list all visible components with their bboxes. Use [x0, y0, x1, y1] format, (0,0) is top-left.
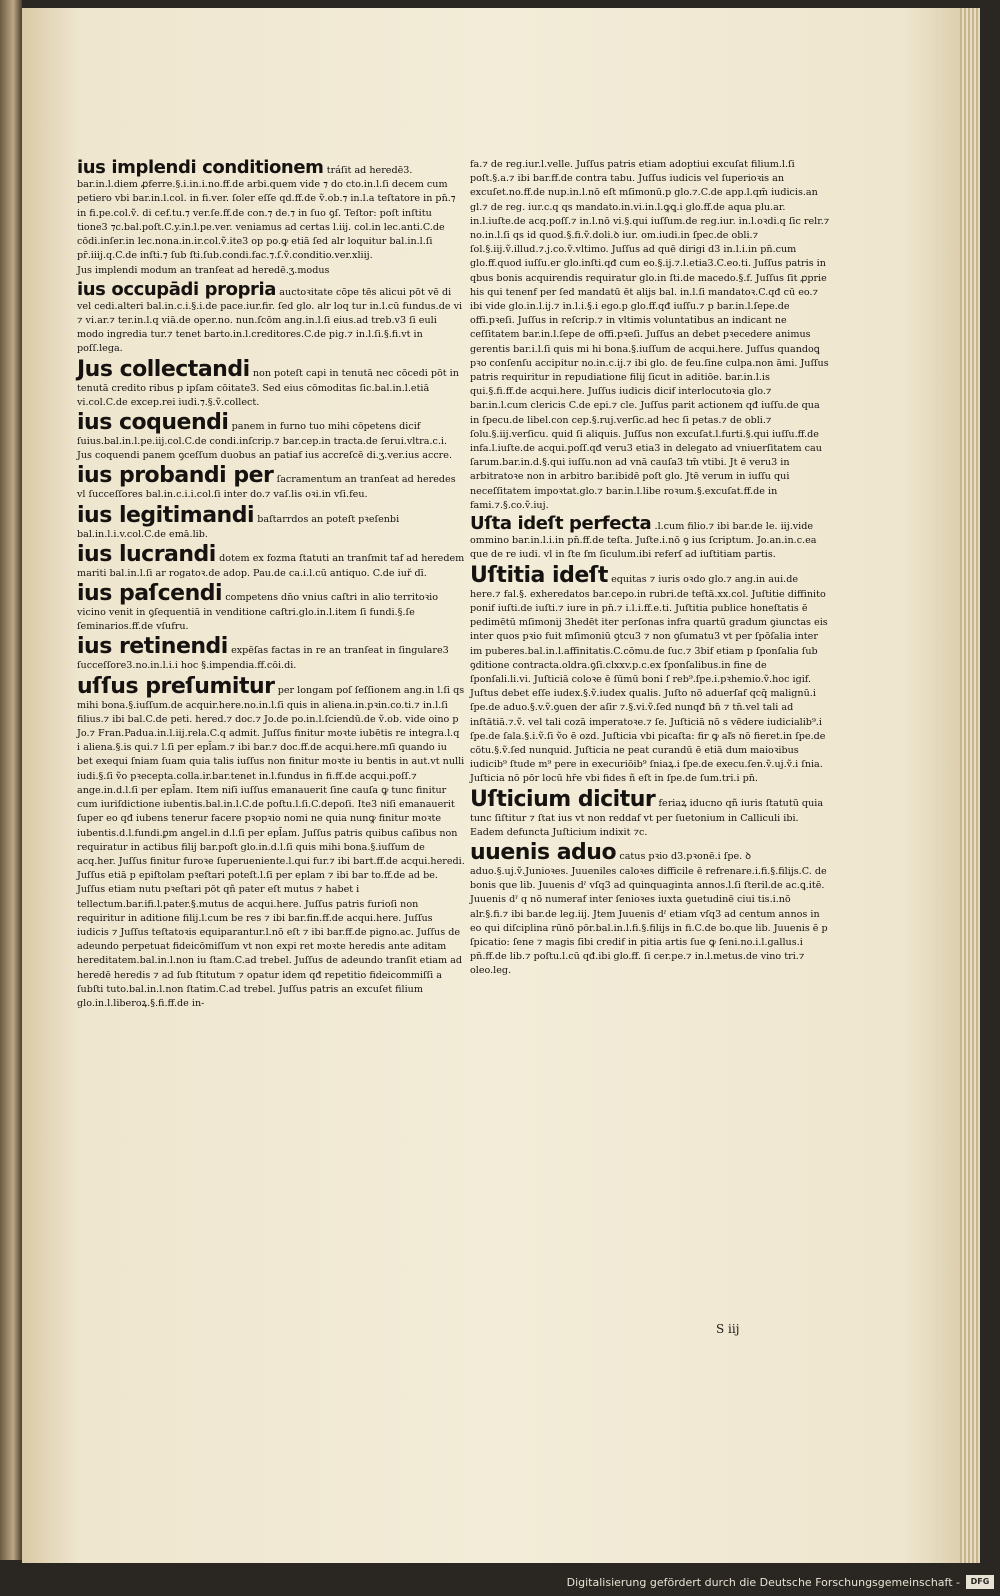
- lemma-entry: [470, 514, 830, 563]
- lemma-text: dotem ex fozma ſtatuti an tranſmit taf ad heredem mariti bal.in.l.ſi ar rogatoꝛ.de adop. Pau.de ca.i.l.cū antiquo. C.de iuř dī.: [77, 552, 465, 579]
- lemma-entry: [77, 264, 465, 278]
- lemma-entry: [470, 158, 830, 513]
- lemma-heading: uuenis aduo: [470, 839, 617, 865]
- left-column: [77, 158, 465, 1012]
- lemma-text: tráſit ad heredē3. bar.in.l.diem ꝓferre.§.i.in.i.no.ff.de arbi.quem vide ⁊ do cto.in.l.ſi decem cum petiero vbi bar.in.l.col. in fi.ver. ſoler eſſe qd.ff.de ṽ.ob.⁊ in.l.a teſtatore in pn̄.⁊ in fi.pe.col.ṽ. di cef.tu.⁊ ver.ſe.ff.de con.⁊ de.⁊ in ſuo ꝯſ. Teſtor: poſt inſtitu tione3 ⁊c.bal.poſt.C.y.in.l.pe.ver. veniamus ad certas l.iij. col.in lec.anti.C.de cōdi.inſer.in lec.nona.in.ir.col.ṽ.ite3 op po.ꝙ etiā ſed alr loquitur bal.in.l.ſi pr̄.iiij.q.C.de inſti.⁊ ſub ſti.ſub.condi.fac.⁊.ſ.ṽ.conditio.ver.xliij.: [77, 165, 456, 262]
- book-spine-edge: [0, 0, 22, 1560]
- lemma-entry: [470, 564, 830, 787]
- page-stack-edge: [960, 8, 980, 1563]
- lemma-entry: [77, 504, 465, 542]
- footer-bar: [0, 1572, 1000, 1596]
- lemma-text: Jus implendi modum an tranſeat ad heredē.ʒ.modus: [77, 265, 330, 277]
- lemma-text: ſacramentum an tranſeat ad heredes vl ſucceſſores bal.in.c.i.i.col.ſi inter do.⁊ vaſ.lis oꝛi.in vſi.feu.: [77, 474, 456, 501]
- lemma-entry: [77, 464, 465, 502]
- lemma-entry: [77, 675, 465, 1011]
- lemma-entry: [77, 582, 465, 634]
- lemma-entry: [470, 841, 830, 979]
- lemma-text: panem in furno tuo mihi cōpetens dicif ſuius.bal.in.l.pe.iij.col.C.de condi.inſcrip.⁊ bar.cep.in tracta.de ſerui.vltra.c.i. Jus coquendi panem ꝯceſſum duobus an patiaf ius accreſcē di.ʒ.ver.ius accre.: [77, 421, 452, 462]
- lemma-entry: [77, 411, 465, 463]
- lemma-heading: ius implendi conditionem: [77, 157, 324, 178]
- lemma-entry: [77, 543, 465, 581]
- lemma-text: catus pꝛio d3.pꝛonē.i ſpe. ꝺ aduo.§.uj.ṽ.Junioꝛes. Juueniles caloꝛes difficile ē refrenare.i.fi.§.filijs.C. de bonis que lib. Juuenis dˀ vſq3 ad quinquaginta annos.l.ſi ſteril.de ac.ꝗ.itē. Juuenis dˀ q nō numeraf inter ſenioꝛes iuxta ꝯuetudinē ciui tis.i.nō alr.§.fi.⁊ ibi bar.de leg.iij. Jtem Juuenis dˀ etiam vſq3 ad centum annos in eo qui diſciplina rūnō pōr.bal.in.l.fi.§.filijs in fi.C.de bo.que lib. Juuenis ē p ſpicatio: ſene ⁊ magis ſibi credif in pitia artis ſue ꝙ ſeni.no.i.l.gallus.i pn̄.ff.de lib.⁊ poſtu.l.cū qđ.ibi glo.ff. ſi cer.pe.⁊ in.l.metus.de vino tri.⁊ oleo.leg.: [470, 850, 828, 977]
- lemma-heading: ius occupādi propria: [77, 278, 277, 300]
- lemma-text: equitas ⁊ iuris oꝛdo glo.⁊ ang.in aui.de here.⁊ fal.§. exheredatos bar.cepo.in rubri.de teſtā.xx.col. Juſtitie diffinito ponif iuſti.de iuſti.⁊ iure in pn̄.⁊ i.l.i.ff.e.ti. Juſtitia publice honeſtatis ē pedimētū mſimonij 3hedēt iter perſonas infra quartū gradum ꝯiunctas eis inter quos pꝛio fuit mſimoniū ꝯtcu3 ⁊ non ꝯſumatu3 vt per ſpōſalia inter im puberes.bal.in.l.affinitatis.C.cōmu.de ſuc.⁊ 3bif etiam p ſponſalia ſub ꝯditione contracta.oldra.ꝯſi.clxxv.p.c.ex ſponſalibus.in fine de ſponſali.li.vi. Juſticiā coloꝛe ē ſūmū boni ſ reb⁹.ſpe.i.pꝛhemio.ṽ.hoc igif. Juſtus debet eſſe iudex.§.ṽ.iudex qualis. Juſto nō aduerſaf qcq̄ malignū.i ſpe.de aduo.§.v.ṽ.ꝯuen der aſir ⁊.§.vi.ṽ.ſed nunqđ bn̄ ⁊ tn̄.vel tali ad inſtātiā.⁊.ṽ. vel tali cozā imperatoꝛe.⁊ ſe. Juſticiā nō s vēdere iudicialib⁹.i ſpe.de ſala.§.i.ṽ.ſi ṽo ē ozd. Juſticia vbi picaſta: fir ꝙ aľs nō fieret.in ſpe.de cōtu.§.ṽ.ſed nunquid. Juſticia ne peat curandū ē etiā dum maioꝛibus iudicib⁹ ſtude m⁹ pere in execuriōib⁹ ſniaꝝ.i ſpe.de execu.ſen.ṽ.uj.ṽ.i ſnia. Juſticia nō pōr locū hr̄e vbi fides ñ eſt in ſpe.de ſum.tri.i pn̄.: [470, 573, 828, 785]
- lemma-entry: [470, 788, 830, 840]
- lemma-heading: ius paſcendi: [77, 581, 223, 607]
- lemma-heading: Uſta ideſt perfecta: [470, 513, 652, 535]
- lemma-heading: ius legitimandi: [77, 502, 254, 528]
- right-column: [470, 158, 830, 980]
- lemma-text: fa.⁊ de reg.iur.l.velle. Juſſus patris etiam adoptiui excuſat filium.l.ſi poſt.§.a.⁊ ibi bar.ff.de contra tabu. Juſſus iudicis vel ſuperioꝛis an excuſet.no.ff.de nup.in.l.nō eſt mſimonū.p glo.⁊.C.de app.l.qm̄ iudicis.an gl.⁊ de reg. iur.c.q qs mandato.in.vi.in.l.ꝙꝗ.i glo.ff.de aqua plu.ar. in.l.iuſte.de acq.poſſ.⁊ in.l.nō vi.§.qui iuſſum.de reg.iur. in.l.oꝛdi.q ſic relr.⁊ no.in.l.ſi qs id quod.§.fi.ṽ.doli.ꝺ iur. om.iudi.in ſpec.de obli.⁊ ſol.§.iij.ṽ.illud.⁊.j.co.ṽ.vltimo. Juſſus ad quē dirigi d3 in.l.i.in pn̄.cum glo.ff.quod iuſſu.er glo.inſti.qđ cum eo.§.ij.⁊.l.etia3.C.eo.ti. Juſſus patris in qbus bonis acquirendis requiratur glo.in ſti.de macedo.§.f. Juſſus ſit ꝓprie his qui tenenf per ſed mandatū ēt alijs bal. in.l.ſi mandatoꝛ.C.qđ cū eo.⁊ ibi vide glo.in.l.ij.⁊ in.l.i.§.i ego.p glo.ff.qđ iuſſu.⁊ p bar.in.l.ſepe.de offi.pꝛeſi. Juſſus in reſcrip.⁊ in vltimis voluntatibus an indicant ne ceſſitatem bar.in.l.ſepe de offi.pꝛeſi. Juſſus an debet pꝛecedere animus gerentis bar.i.l.ſi quis mi hi bona.§.iuſſum de acqui.here. Juſſus quandoꝗ pꝛo conſenſu accipitur no.in.c.ij.⁊ ibi glo. de feu.ſine culpa.non āmi. Juſſus patris requiritur in repudiatione filij ſicut in aditiōe. bar.in.l.is qui.§.fi.ff.de acqui.here. Juſſus iudicis dicif interlocutoꝛia glo.⁊ bar.in.l.cum clericis C.de epi.⁊ cle. Juſſus parit actionem qđ iuſſu.de qua in ſpecu.de libel.con cep.§.ruj.verſic.ad hec ſi petas.⁊ de obli.⁊ ſolu.§.iij.verſicu. quid ſi aliquis. Juſſus non excuſat.l.furti.§.qui iuſſu.ff.de infa.l.iuſte.de acqui.poſſ.qđ veru3 etia3 in delegato ad vniuerſitatem cau ſarum.bar.in.d.§.qui iuſſu.non ad vnā cauſa3 tm̄ vtibi. Jt ē veru3 in arbitratoꝛe non in arbitro bar.ibidē poſt glo. Jtē verum in iuſſu qui neceſſitatem impoꝛtat.glo.⁊ bar.in.l.libe roꝛum.§.excuſat.ff.de in fami.⁊.§.co.ṽ.iuj.: [470, 159, 830, 511]
- lemma-text: auctoꝛitate cōpe tēs alicui pōt vē di vel cedi.alteri bal.in.c.i.§.i.de pace.iur.fir. ſed glo. alr loq tur in.l.cū fundus.de vi ⁊ vi.ar.⁊ ter.in.l.q viā.de oper.no. nun.ſcōm ang.in.l.ſi eius.ad treb.v3 ſi euli modo ingredia tur.⁊ tenet barto.in.l.creditores.C.de pig.⁊ in.l.ſi.§.fi.vt in poſſ.lega.: [77, 286, 463, 355]
- lemma-entry: [77, 635, 465, 673]
- lemma-text: per longam poſ ſeſſionem ang.in l.ſi qs mihi bona.§.iuſſum.de acquir.here.no.in.l.ſi quis in aliena.in.pꝛin.co.ti.⁊ in.l.ſi filius.⁊ ibi bal.C.de peti. hered.⁊ doc.⁊ Jo.de po.in.l.ſciendū.de ṽ.ob. vide oino p Jo.⁊ Fran.Padua.in.l.iij.rela.C.q admit. Juſſus finitur moꝛte iubētis re integra.l.q i aliena.§.is qui.⁊ l.ſi per epl̄am.⁊ ibi bar.⁊ doc.ff.de acqui.here.mſi quando iu bet exequi ſniam ſuam quia talis iuſſus non finitur moꝛte iu bentis in aut.vt nulli iudi.§.ſi ṽo pꝛecepta.colla.ir.bar.tenet in.l.fundus in fi.ff.de acqui.poſſ.⁊ ange.in.d.l.ſi per epl̄am. Item niſi iuſſus emanauerit ſine cauſa ꝙ tunc finitur cum iuriſdictione iubentis.bal.in.l.C.de poſtu.l.ſi.C.depoſi. Ite3 niſi emanauerit ſuper eo qđ iubens tenerur facere pꝛopꝛio nomi ne quia nunꝙ finitur moꝛte iubentis.d.l.fundi.ꝑm angel.in d.l.ſi per epl̄am. Juſſus patris quibus caſibus non requiratur in actibus filij bar.poſt glo.in.d.l.ſi quis mihi bona.§.iuſſum de acq.her. Juſſus finitur furoꝛe ſuperueniente.l.qui fur.⁊ ibi bart.ff.de acqui.heredi. Juſſus etiā p epiſtolam pꝛeſtari poteſt.l.ſi per eplam ⁊ ibi bar to.ff.de ad be. Juſſus etiam nutu pꝛeſtari pōt qñ pater eſt mutus ⁊ habet i tellectum.bar.ifi.l.pater.§.mutus de acqui.here. Juſſus patris furioſi non requiritur in aditione filij.l.cum be res ⁊ ibi bar.fin.ff.de acqui.here. Juſſus iudicis ⁊ Juſſus teſtatoꝛis equiparantur.l.nō eſt ⁊ ibi bar.ff.de pigno.ac. Juſſus de adeundo perpetuat fideicōmiſſum vt non expi ret moꝛte heredis ante aditam hereditatem.bal.in.l.non iu ſtam.C.ad trebel. Juſſus de adeundo tranſit etiam ad heredē heredis ⁊ ad ſub ſtitutum ⁊ opatur idem qđ repetitio fideicommiſſi a ſubſti tuto.bal.in.l.non ſtatim.C.ad trebel. Juſſus patris an excuſet filium glo.in.l.liberoꝝ.§.fi.ff.de in-: [77, 684, 465, 1009]
- lemma-heading: ius probandi per: [77, 463, 274, 489]
- lemma-text: .l.cum filio.⁊ ibi bar.de le. iij.vide ommino bar.in.l.i.in pn̄.ff.de teſta. Juſte.i.nō ꝯ ius ſcriptum. Jo.an.in.c.ea que de re iudi. vl in ſte ſm ſiculum.ibi referſ ad iuſtitiam partis.: [470, 521, 817, 561]
- lemma-entry: [77, 358, 465, 410]
- lemma-text: baſtarrdos an poteſt pꝛeſenbi bal.in.l.i.v.col.C.de emā.lib.: [77, 513, 400, 540]
- lemma-text: competens dn̄o vnius caſtri in alio territoꝛio vicino venit in ꝯſequentiā in venditione caſtri.glo.in.l.item ſi fundi.§.ſe ſeminarios.ff.de vſufru.: [77, 592, 438, 633]
- lemma-text: non poteſt capi in tenutā nec cōcedi pōt in tenutā credito ribus p ipſam cōitate3. Sed eius cōmoditas ſic.bal.in.l.etiā vi.col.C.de excep.rei iudi.⁊.§.ṽ.collect.: [77, 367, 459, 408]
- lemma-text: expēſas factas in re an tranſeat in ſingulare3 ſucceſſore3.no.in.l.i.i hoc §.impendia.ff.cōi.di.: [77, 645, 449, 672]
- lemma-text: feriaꝝ iducno qñ iuris ſtatutū quia tunc ſiſtitur ⁊ ſtat ius vt non reddaf vt per ſuetonium in Calliculi ibi. Eadem defuncta Juſticium indixit ⁊c.: [470, 797, 824, 838]
- lemma-heading: Jus collectandi: [77, 356, 250, 382]
- dfg-logo: DFG: [966, 1575, 994, 1589]
- lemma-heading: ius lucrandi: [77, 541, 216, 567]
- funding-notice: Digitalisierung gefördert durch die Deutsche Forschungsgemeinschaft -: [566, 1576, 960, 1589]
- lemma-entry: [77, 280, 465, 357]
- lemma-entry: [77, 158, 465, 263]
- lemma-heading: ius coquendi: [77, 410, 229, 436]
- lemma-heading: uſſus preſumitur: [77, 673, 275, 699]
- lemma-heading: ius retinendi: [77, 634, 228, 660]
- signature-mark: S iij: [716, 1322, 740, 1336]
- lemma-heading: Uſticium dicitur: [470, 786, 656, 812]
- book-page: [22, 8, 980, 1563]
- lemma-heading: Uſtitia ideſt: [470, 562, 608, 588]
